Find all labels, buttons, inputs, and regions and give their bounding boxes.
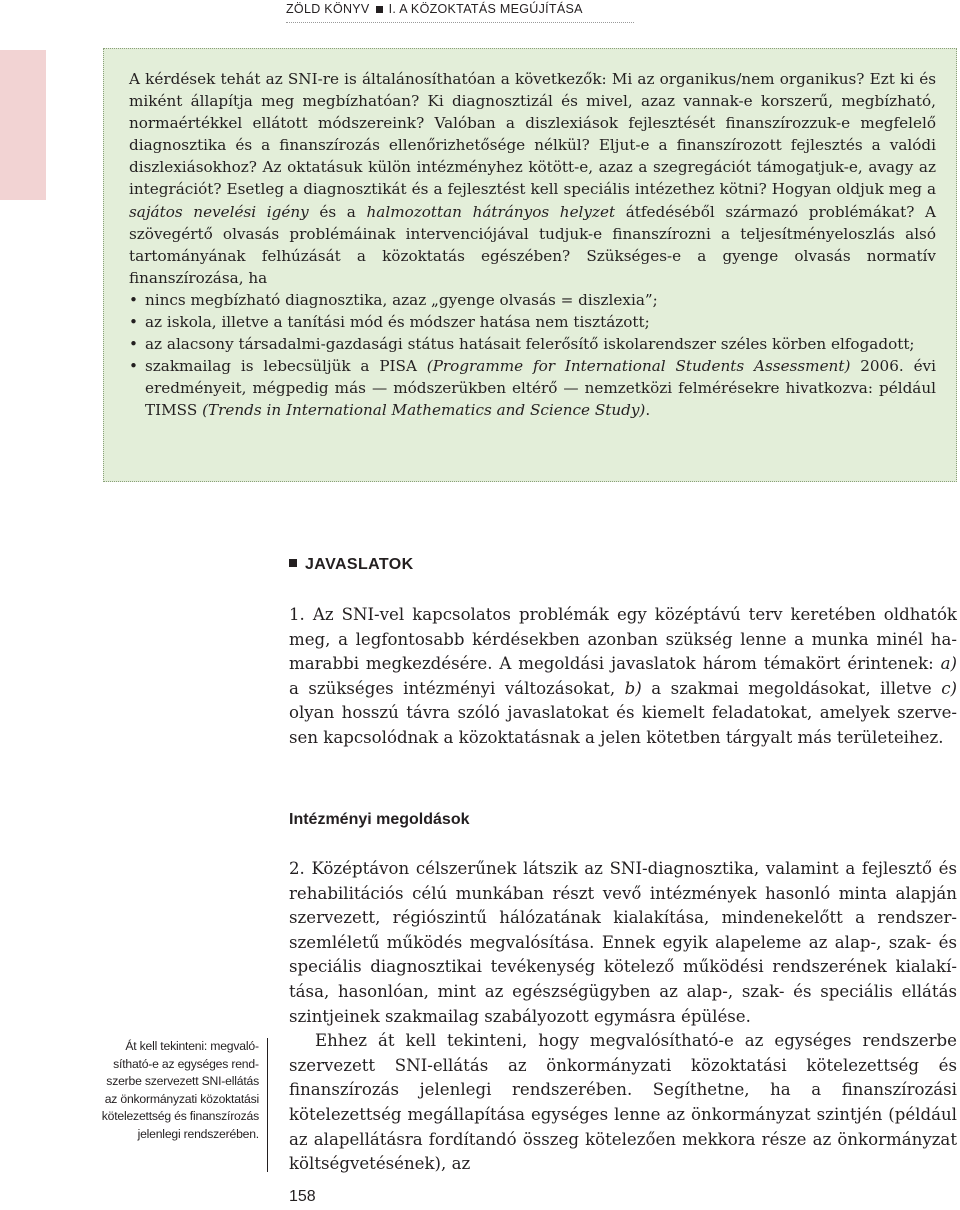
body-text [289,857,957,1177]
box-intro-paragraph [129,68,936,289]
list-item-italic: (Programme for International Students Assessment) [426,357,851,376]
paragraph-3 [289,1029,957,1177]
paragraph-text: a szakmai megoldásokat, illetve [641,678,942,698]
header-chapter-title: I. A KÖZOKTATÁS MEGÚJÍTÁSA [388,2,583,16]
list-marker-a: a) [940,654,957,674]
list-item-text: . [645,401,651,420]
section-heading-text: JAVASLATOK [305,556,414,573]
subsection-heading: Intézményi megoldások [289,811,470,828]
box-italic-term-2: halmozottan hátrányos helyzet [366,202,616,221]
paragraph-2: 2. Középtávon célszerűnek látszik az SNI-diagnosztika, valamint a fejlesztő és rehabilitációs célú munkában részt vevő intézmények hasonló minta alapján szervezett, régiószintű hálózatának kialakítása, mindenekelőtt a rendszerszemléletű működés megvalósítása. Ennek egyik alapeleme az alap-, szak- és speciális diagnosztikai tevékenység kötelező működési rendszerének kialakítása, hasonlóan, mint az egészségügyben az alap-, szak- és speciális ellátás szintjeinek szakmailag szabályozott egymásra épülése. [289,859,957,1026]
box-intro-text: A kérdések tehát az SNI-re is általánosíthatóan a következők: Mi az organikus/nem organikus? Ezt ki és miként állapítja meg megbízhatóan? Ki diagnosztizál és mivel, azaz vannak-e korszerű, megbízható, normaértékkel ellátott módszereink? Valóban a diszlexiások fejlesztését finanszírozzuk-e megfelelő diagnosztika és a finanszírozás ellenőrizhetősége nélkül? Eljut-e a finanszírozott fejlesztés a valódi diszlexiásokhoz? Az oktatásuk külön intézményhez kötött-e, azaz a szegregációt támogatjuk-e, avagy az integrációt? Esetleg a diagnosztikát és a fejlesztést kell speciális intézethez kötni? Hogyan oldjuk meg a [129,70,936,199]
header-book-title: ZÖLD KÖNYV [286,2,370,16]
box-bullet-list [129,289,936,422]
list-item-text: 2006. évi eredményeit, mégpedig más — módszerükben eltérő — nemzetközi felmérésekre hivatkozva: például TIMSS [145,357,936,420]
list-item [129,355,936,421]
list-item: • az iskola, illetve a tanítási mód és módszer hatása nem tisztázott; [129,311,936,333]
box-intro-end: átfedéséből származó problémákat? A szövegértő olvasás problémáinak intervenciójával tudjuk-e finanszírozni a teljesítményeloszlás alsó tartományának felhúzását a közoktatás egészében? Szükséges-e a gyenge olvasás normatív finanszírozása, ha [129,202,937,287]
list-marker-c: c) [941,678,957,698]
margin-tab-decoration [0,50,46,200]
paragraph-text: Ehhez át kell tekinteni, hogy megvalósítható-e az egységes rendszerbe szervezett SNI-ellátás az önkormányzati közoktatási kötelezettség és finanszírozás jelenlegi rendszerében. Segíthetne, ha a finanszírozási kötelezettség megállapítása egységes lenne az önkormányzat szintjén (például az alapellátásra fordítandó összeg kötelezően mekkora része az önkormányzat költségvetésének), az [289,1031,957,1174]
list-item-text: szakmailag is lebecsüljük a PISA [145,357,427,376]
list-marker-b: b) [624,678,642,698]
header-square-icon [376,6,383,13]
section-square-icon [289,559,297,567]
margin-note: Át kell tekinteni: megvalósítható-e az egységes rendszerbe szervezett SNI-ellátás az önkormányzati közoktatási kötelezettség és finanszírozás jelenlegi rendszerében. [94,1038,268,1172]
box-intro-mid: és a [308,202,367,221]
list-item: • nincs megbízható diagnosztika, azaz „gyenge olvasás = diszlexia”; [129,289,936,311]
paragraph-text: a szükséges intézményi változásokat, [289,678,625,698]
paragraph-text: olyan hosszú távra szóló javaslatokat és kiemelt feladatokat, amelyek szervesen kapcsolódnak a közoktatásnak a jelen kötetben tárgyalt más területeihez. [289,703,957,747]
paragraph-text: 1. Az SNI-vel kapcsolatos problémák egy középtávú terv keretében oldhatók meg, a legfontosabb kérdésekben azonban szükség lenne a munka minél hamarabbi megkezdésére. A megoldási javaslatok három témakört érintenek: [289,605,957,674]
box-italic-term-1: sajátos nevelési igény [129,202,309,221]
section-heading [289,556,414,574]
list-item: • az alacsony társadalmi-gazdasági státus hatásait felerősítő iskolarendszer széles körben elfogadott; [129,333,936,355]
page-number: 158 [289,1188,316,1205]
list-item-italic: (Trends in International Mathematics and Science Study) [202,401,646,420]
highlight-box [103,48,957,482]
paragraph-1 [289,603,957,751]
running-header [286,2,634,23]
